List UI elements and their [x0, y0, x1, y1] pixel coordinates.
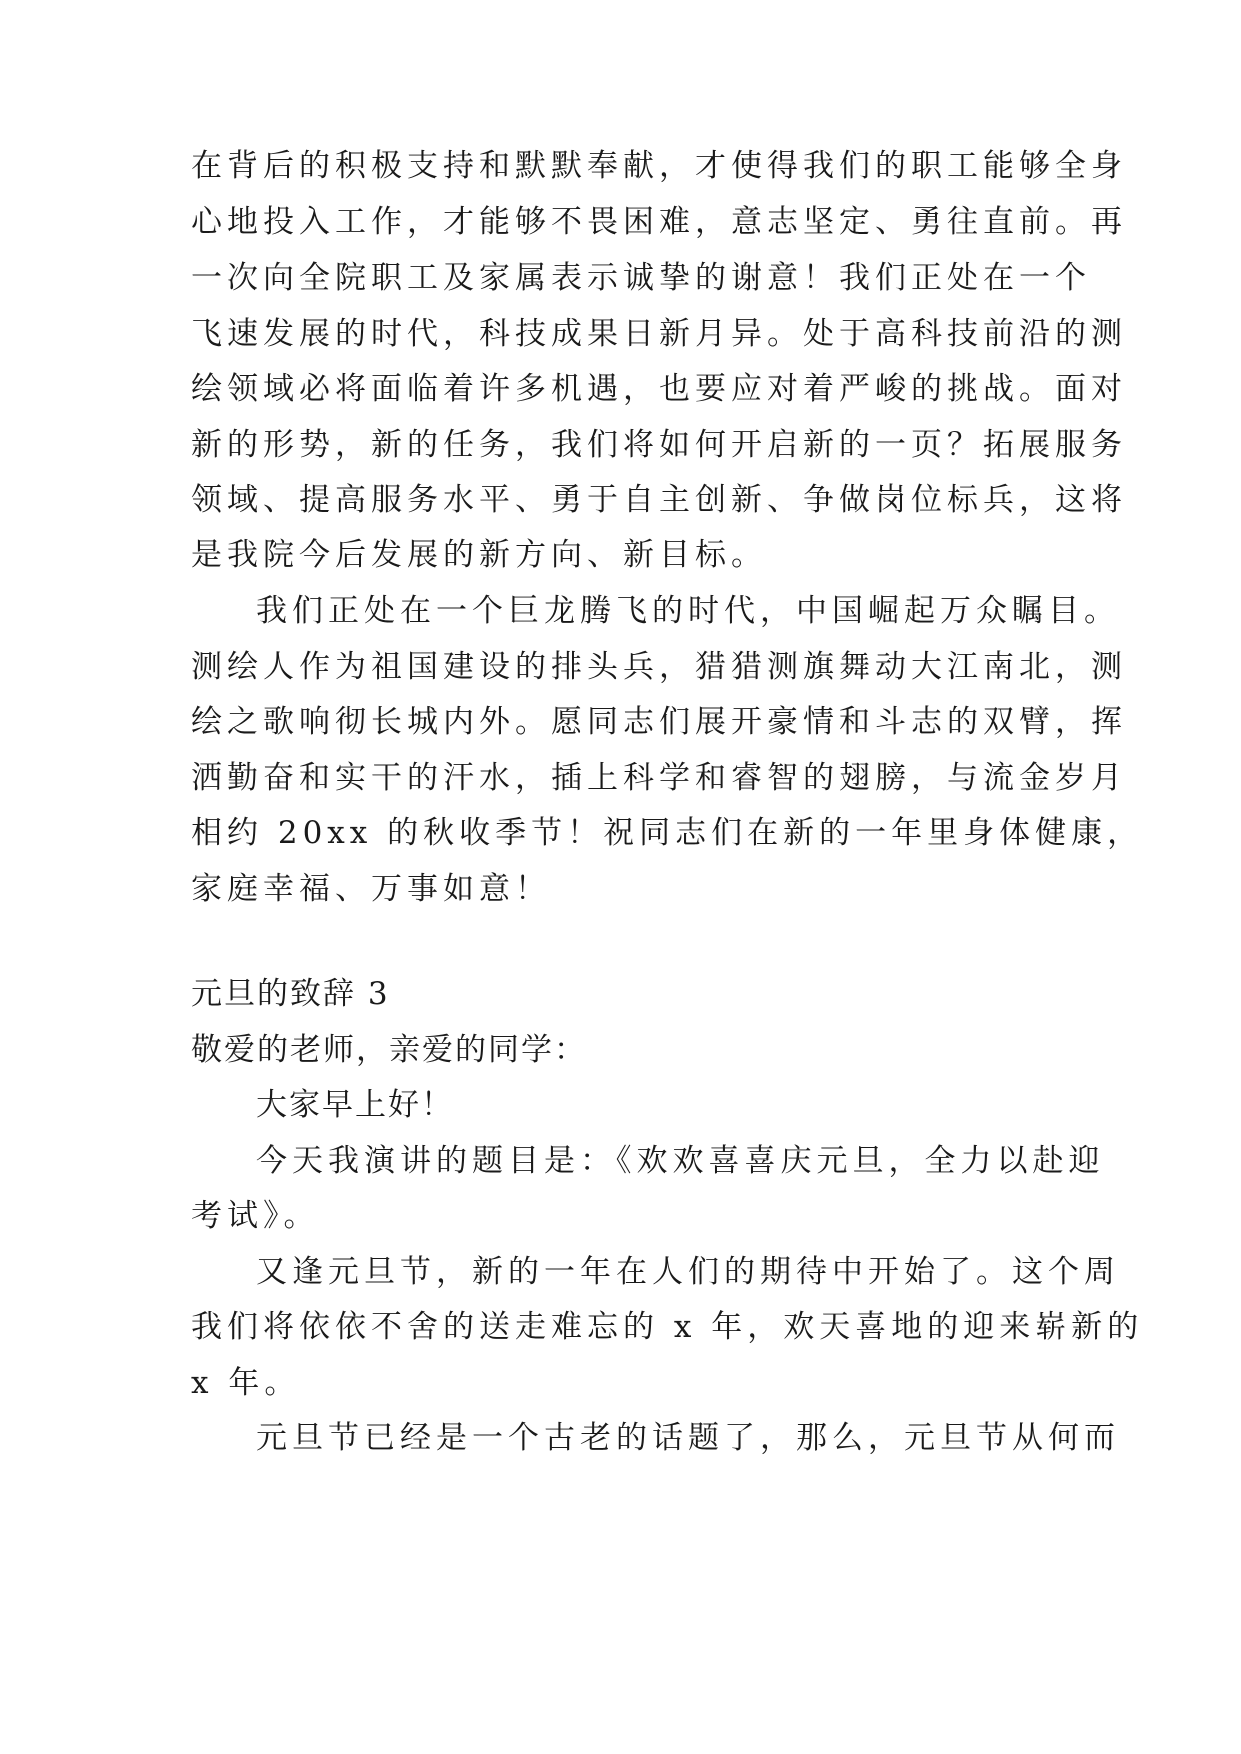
para1-line: 是我院今后发展的新方向、新目标。	[191, 537, 767, 573]
para4-line: 又逢元旦节，新的一年在人们的期待中开始了。这个周	[256, 1254, 1120, 1290]
para4-line: x 年。	[191, 1365, 301, 1401]
para2-line: 测绘人作为祖国建设的排头兵，猎猎测旗舞动大江南北，测	[191, 649, 1127, 685]
para1-line: 飞速发展的时代，科技成果日新月异。处于高科技前沿的测	[191, 316, 1127, 352]
para2-line: 绘之歌响彻长城内外。愿同志们展开豪情和斗志的双臂，挥	[191, 704, 1127, 740]
para2-line: 家庭幸福、万事如意！	[191, 871, 551, 907]
para1-line: 绘领域必将面临着许多机遇，也要应对着严峻的挑战。面对	[191, 371, 1127, 407]
para1-line: 新的形势，新的任务，我们将如何开启新的一页？拓展服务	[191, 427, 1127, 463]
para5-line: 元旦节已经是一个古老的话题了，那么，元旦节从何而	[256, 1420, 1120, 1456]
para1-line: 在背后的积极支持和默默奉献，才使得我们的职工能够全身	[191, 148, 1127, 184]
section-title: 元旦的致辞 3	[191, 976, 390, 1012]
para1-line: 心地投入工作，才能够不畏困难，意志坚定、勇往直前。再	[191, 204, 1127, 240]
para1-line: 一次向全院职工及家属表示诚挚的谢意！我们正处在一个	[191, 260, 1091, 296]
para2-line: 相约 20xx 的秋收季节！祝同志们在新的一年里身体健康，	[191, 815, 1144, 851]
para2-line: 洒勤奋和实干的汗水，插上科学和睿智的翅膀，与流金岁月	[191, 760, 1127, 796]
para4-line: 我们将依依不舍的送走难忘的 x 年，欢天喜地的迎来崭新的	[191, 1309, 1144, 1345]
greeting: 大家早上好！	[256, 1087, 454, 1123]
para2-line: 我们正处在一个巨龙腾飞的时代，中国崛起万众瞩目。	[256, 593, 1120, 629]
para1-line: 领域、提高服务水平、勇于自主创新、争做岗位标兵，这将	[191, 482, 1127, 518]
para3-line: 今天我演讲的题目是：《欢欢喜喜庆元旦，全力以赴迎	[256, 1143, 1105, 1179]
para3-line: 考试》。	[191, 1198, 320, 1234]
salutation: 敬爱的老师，亲爱的同学：	[191, 1032, 587, 1068]
